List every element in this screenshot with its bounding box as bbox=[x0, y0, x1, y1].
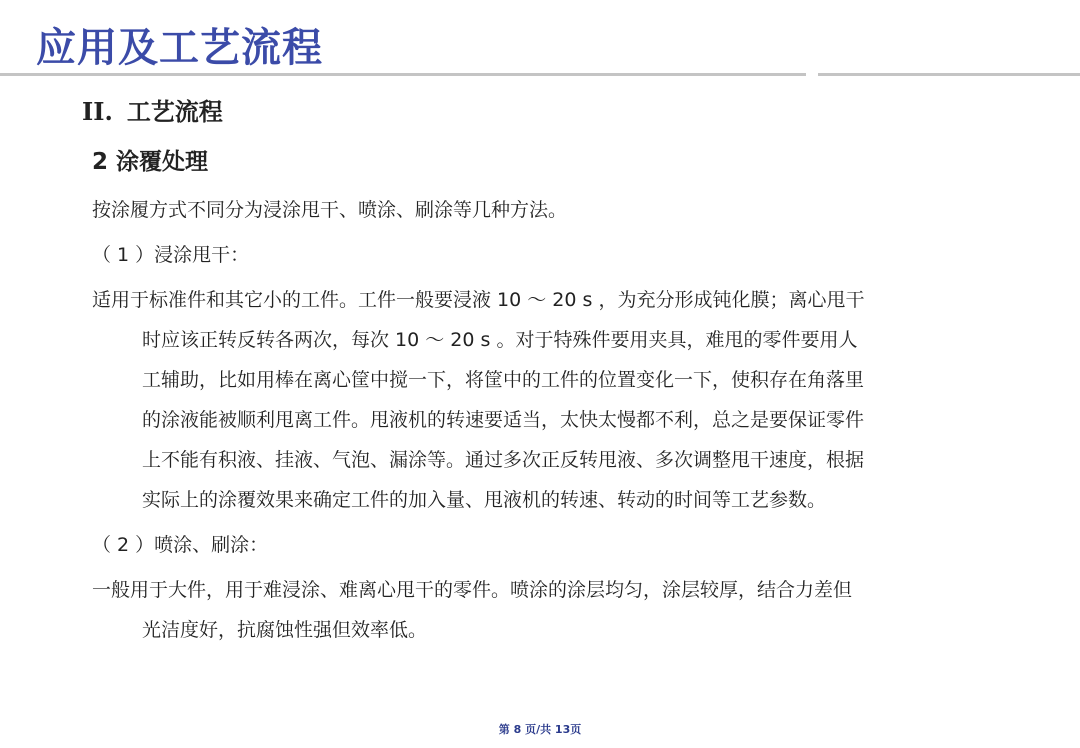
section-title: 工艺流程 bbox=[126, 98, 223, 126]
intro-paragraph: 按涂履方式不同分为浸涂甩干、喷涂、刷涂等几种方法。 bbox=[92, 199, 568, 221]
title-divider-left bbox=[0, 73, 806, 76]
title-divider-right bbox=[818, 73, 1080, 76]
item1-line: 适用于标准件和其它小的工件。工件一般要浸液 10 ～ 20 s ，为充分形成钝化膜；离心甩干 bbox=[92, 289, 865, 311]
section-heading bbox=[82, 96, 223, 128]
item1-line: 上不能有积液、挂液、气泡、漏涂等。通过多次正反转甩液、多次调整甩干速度，根据 bbox=[142, 449, 865, 471]
subsection-heading: 2 涂覆处理 bbox=[92, 149, 209, 175]
page-number-footer: 第 8 页/共 13页 bbox=[498, 723, 582, 736]
item1-heading: （ 1 ）浸涂甩干： bbox=[92, 244, 250, 266]
item2-line: 一般用于大件，用于难浸涂、难离心甩干的零件。喷涂的涂层均匀，涂层较厚，结合力差但 bbox=[92, 579, 853, 601]
item1-line: 实际上的涂覆效果来确定工件的加入量、甩液机的转速、转动的时间等工艺参数。 bbox=[142, 489, 827, 511]
section-number: II. bbox=[82, 97, 113, 126]
item2-heading: （ 2 ）喷涂、刷涂： bbox=[92, 534, 269, 556]
item1-line: 时应该正转反转各两次，每次 10 ～ 20 s 。对于特殊件要用夹具，难甩的零件要用人 bbox=[142, 329, 858, 351]
item1-line: 工辅助，比如用棒在离心筐中搅一下，将筐中的工件的位置变化一下，使积存在角落里 bbox=[142, 369, 865, 391]
item1-paragraph bbox=[92, 280, 992, 520]
slide-title: 应用及工艺流程 bbox=[36, 25, 323, 71]
item2-paragraph bbox=[92, 570, 992, 650]
item1-line: 的涂液能被顺利甩离工件。甩液机的转速要适当，太快太慢都不利，总之是要保证零件 bbox=[142, 409, 865, 431]
item2-line: 光洁度好，抗腐蚀性强但效率低。 bbox=[142, 619, 428, 641]
